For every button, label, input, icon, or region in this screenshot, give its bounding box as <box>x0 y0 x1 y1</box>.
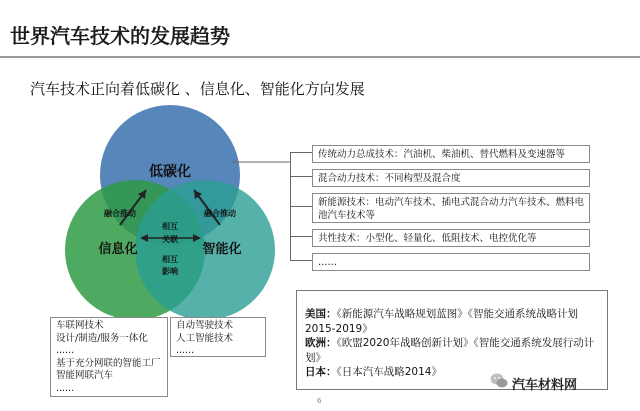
bottom-mid-line: ...... <box>176 345 195 356</box>
bracket-tick-2 <box>290 176 312 177</box>
bottom-mid-box <box>170 317 266 357</box>
region-us-lead: 美国： <box>305 308 337 320</box>
bracket-tick-3 <box>290 206 312 207</box>
page-number: 6 <box>317 397 322 405</box>
tech-box-new-energy: 新能源技术：电动汽车技术、插电式混合动力汽车技术、燃料电池汽车技术等 <box>312 193 590 223</box>
informatization-label: 信息化 <box>98 242 138 257</box>
low-carbon-label: 低碳化 <box>149 164 191 180</box>
region-eu-text: 《欧盟2020年战略创新计划》《智能交通系统发展行动计划》 <box>305 337 595 364</box>
mutual-effect-label-2: 影响 <box>162 267 178 276</box>
wechat-icon <box>490 372 508 390</box>
fusion-left-label: 融合推动 <box>104 209 136 218</box>
page-title: 世界汽车技术的发展趋势 <box>10 24 230 48</box>
tech-box-powertrain: 传统动力总成技术：汽油机、柴油机、替代燃料及变速器等 <box>312 145 590 163</box>
brand-watermark: 汽车材料网 <box>512 378 578 393</box>
bottom-left-line: 设计/制造/服务一体化 <box>56 332 148 344</box>
region-eu <box>305 336 599 365</box>
region-eu-lead: 欧洲： <box>305 337 337 349</box>
bottom-left-box <box>50 317 168 397</box>
bracket-tick-5 <box>290 260 312 261</box>
region-us-text: 《新能源汽车战略规划蓝图》《智能交通系统战略计划2015-2019》 <box>305 308 578 335</box>
tech-box-common: 共性技术：小型化、轻量化、低阻技术、电控优化等 <box>312 229 590 247</box>
bracket-tick-1 <box>290 152 312 153</box>
mutual-effect-label-1: 相互 <box>162 255 178 264</box>
page-subtitle: 汽车技术正向着低碳化 、信息化、智能化方向发展 <box>30 80 365 98</box>
bottom-left-line: ...... <box>56 382 75 394</box>
mutual-link-label-2: 关联 <box>162 235 178 244</box>
region-us <box>305 307 599 336</box>
region-jp-text: 《日本汽车战略2014》 <box>336 366 442 378</box>
bottom-mid-line: 自动驾驶技术 <box>176 320 234 331</box>
tech-box-etc: …… <box>312 253 590 271</box>
bottom-left-line: 智能网联汽车 <box>56 370 114 381</box>
tech-box-hybrid: 混合动力技术：不同构型及混合度 <box>312 169 590 187</box>
bracket-tick-4 <box>290 236 312 237</box>
bottom-left-line: 车联网技术 <box>56 320 104 331</box>
intelligent-label: 智能化 <box>202 242 242 257</box>
fusion-right-label: 融合推动 <box>204 209 236 218</box>
mutual-link-label-1: 相互 <box>162 222 178 231</box>
bottom-left-line: ...... <box>56 345 75 356</box>
bottom-left-line: 基于充分网联的智能工厂 <box>56 357 161 369</box>
bottom-mid-line: 人工智能技术 <box>176 332 234 344</box>
region-jp-lead: 日本： <box>305 366 337 378</box>
